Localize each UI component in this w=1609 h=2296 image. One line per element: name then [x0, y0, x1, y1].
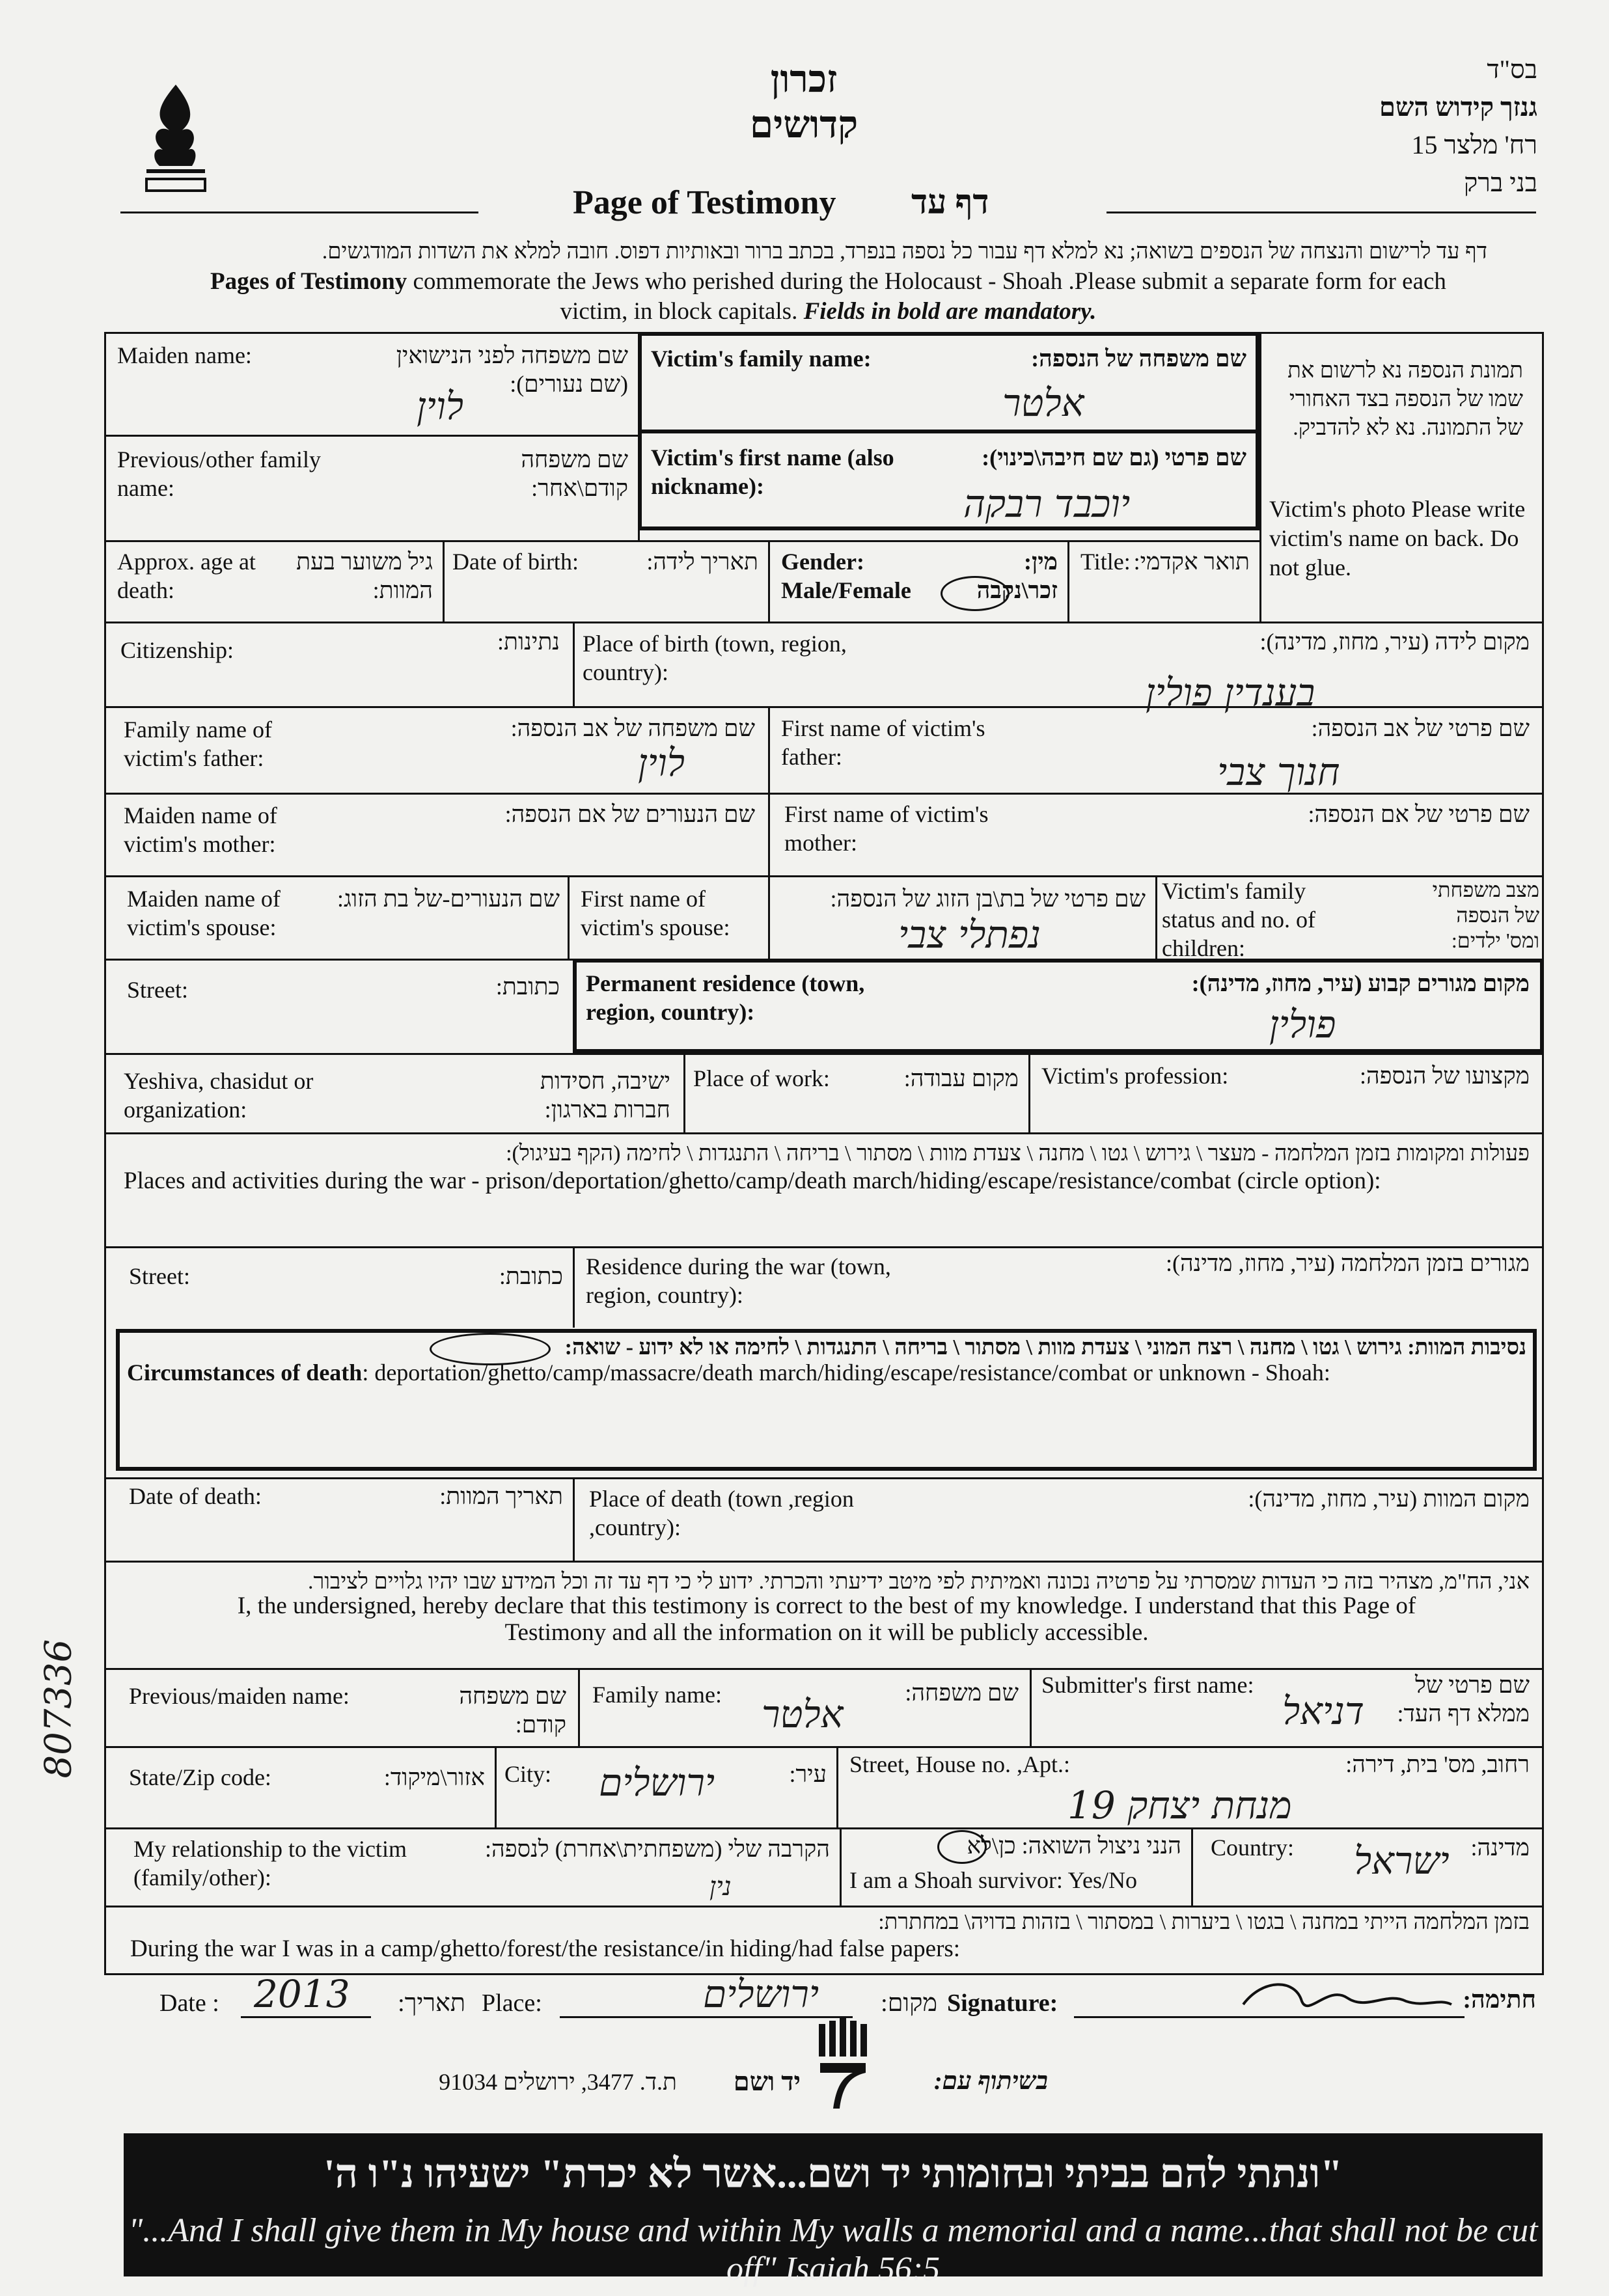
- divider: [768, 540, 770, 622]
- work-label-he: מקום עבודה:: [903, 1065, 1019, 1091]
- submitter-first-value[interactable]: דניאל: [1282, 1689, 1364, 1733]
- submitter-prev-label-he: שם משפחה קודם:: [459, 1683, 566, 1738]
- spouse-first-value[interactable]: נפתלי צבי: [898, 912, 1041, 957]
- divider: [573, 1477, 575, 1561]
- previous-name-label: Previous/other family name:: [117, 446, 321, 501]
- family-status-label: Victim's family status and no. of children:: [1162, 878, 1315, 961]
- age-label: Approx. age at death:: [117, 549, 256, 603]
- residence-label-he: מקום מגורים קבוע (עיר, מחוז, מדינה):: [1191, 970, 1530, 996]
- country-value[interactable]: ישראל: [1354, 1838, 1450, 1883]
- intro-text: victim, in block capitals.: [560, 298, 804, 325]
- divider: [104, 1906, 1544, 1907]
- date-label-he: תאריך:: [398, 1989, 465, 2017]
- place-label-he: מקום:: [881, 1989, 937, 2017]
- address-label: ת.ד. 3477, ירושלים 91034: [439, 2069, 677, 2095]
- date-label: Date :: [159, 1989, 219, 2017]
- zip-label: State/Zip code:: [129, 1764, 271, 1790]
- place-line: [560, 2016, 853, 2018]
- intro-hebrew: דף עד לרישום והנצחה של הנספים בשואה; נא למלא דף עבור כל נספה בנפרד, בכתב ברור ובאותיות דפוס. חובה למלא את השדות המודגשים.: [322, 239, 1487, 264]
- submitter-family-value[interactable]: אלטר: [762, 1692, 844, 1736]
- divider: [840, 1827, 842, 1906]
- title-label: Title:: [1080, 549, 1131, 575]
- divider: [1259, 332, 1261, 622]
- city-label-he: עיר:: [789, 1761, 827, 1787]
- submitter-prev-label: Previous/maiden name:: [129, 1683, 350, 1709]
- gender-female-circle: [941, 576, 1010, 611]
- country-label: Country:: [1211, 1835, 1295, 1861]
- city-value[interactable]: ירושלים: [599, 1760, 715, 1805]
- divider: [104, 435, 639, 437]
- divider: [1067, 540, 1069, 622]
- relation-label: My relationship to the victim (family/other):: [133, 1836, 407, 1891]
- father-first-label: First name of victim's father:: [781, 715, 985, 770]
- father-family-label: Family name of victim's father:: [124, 717, 272, 771]
- date-line: [241, 2016, 371, 2018]
- divider: [568, 875, 570, 959]
- city-label: City:: [504, 1761, 552, 1787]
- street-label: Street:: [127, 977, 188, 1003]
- war-residence-label: Residence during the war (town, region, country):: [586, 1253, 891, 1308]
- declaration-en-line: I, the undersigned, hereby declare that this testimony is correct to the best of my knowledge. I understand that this Page of: [237, 1592, 1416, 1619]
- place-death-label-he: מקום המוות (עיר, מחוז, מדינה):: [1248, 1486, 1530, 1512]
- street-addr-label-he: רחוב, מס' בית, דירה:: [1345, 1751, 1530, 1777]
- family-name-label-he: שם משפחה של הנספה:: [1031, 346, 1246, 372]
- photo-instructions-he: תמונת הנספה נא לרשום את שמו של הנספה בצד האחורי של התמונה. נא לא להדביק.: [1287, 359, 1523, 441]
- intro-mandatory: Fields in bold are mandatory.: [803, 298, 1097, 325]
- banner-english: "...And I shall give them in My house and within My walls a memorial and a name...that shall not be cut off" Isaiah 56:5: [128, 2212, 1538, 2288]
- divider: [573, 622, 575, 706]
- war-residence-label-he: מגורים בזמן המלחמה (עיר, מחוז, מדינה):: [1165, 1250, 1530, 1276]
- divider: [104, 540, 1261, 542]
- maiden-name-value[interactable]: לוין: [417, 384, 463, 428]
- signature-scribble-icon[interactable]: [1237, 1972, 1458, 2024]
- first-name-label: Victim's first name (also nickname):: [651, 444, 894, 499]
- survivor-label-he[interactable]: הנני ניצול השואה: כן\לא: [967, 1833, 1181, 1859]
- street-addr-label: Street, House no. ,Apt.:: [849, 1751, 1070, 1777]
- maiden-name-label-he: שם משפחה לפני הנישואין (שם נעורים):: [396, 342, 628, 397]
- divider: [1028, 1053, 1030, 1132]
- intro-english: [120, 267, 1536, 327]
- spouse-maiden-label-he: שם הנעורים-של בת הזוג:: [337, 886, 560, 912]
- yeshiva-label-he: ישיבה, חסידות חברות בארגון:: [540, 1068, 670, 1123]
- death-circ-he: נסיבות המוות: גירוש \ גטו \ מחנה \ רצח המוני \ צעדת מוות \ מסתור \ בריחה \ התנגדות \ לחימה או לא ידוע - שואה:: [564, 1335, 1526, 1360]
- war-places-en: Places and activities during the war - prison/deportation/ghetto/camp/death march/hiding/escape/resistance/combat (circle option):: [124, 1168, 1381, 1194]
- previous-name-label-he: שם משפחה קודם\אחר:: [521, 446, 628, 501]
- divider: [836, 1746, 838, 1827]
- death-circ-en: [127, 1359, 1533, 1387]
- page-title-he: דף עד: [911, 184, 989, 221]
- header-line: גנזך קידוש השם: [1379, 92, 1537, 122]
- quote-banner: [124, 2133, 1543, 2288]
- intro-text: commemorate the Jews who perished during the Holocaust - Shoah .Please submit a separate form for each: [407, 268, 1446, 295]
- survivor-no-circle: [937, 1830, 987, 1864]
- yad-vashem-logo-icon: [814, 2017, 872, 2115]
- place-death-label: Place of death (town ,region ,country):: [589, 1486, 854, 1540]
- age-label-he: גיל משוער בעת המוות:: [296, 549, 433, 603]
- banner-hebrew: "ונתתי להם בביתי ובחומותי יד ושם...אשר לא יכרת" ישעיהו נ"ו ה': [323, 2152, 1343, 2196]
- family-name-label: Victim's family name:: [651, 346, 872, 372]
- yad-vashem-label: יד ושם: [733, 2067, 801, 2096]
- father-first-label-he: שם פרטי של אב הנספה:: [1311, 715, 1530, 741]
- header-line: בני ברק: [1463, 168, 1537, 197]
- citizenship-label-he: נתינות:: [497, 629, 560, 655]
- country-label-he: מדינה:: [1470, 1835, 1530, 1861]
- signature-label: Signature:: [947, 1989, 1058, 2017]
- profession-label: Victim's profession:: [1041, 1063, 1229, 1089]
- divider: [104, 1827, 1544, 1829]
- title-label-he: תואר אקדמי:: [1133, 549, 1250, 575]
- yeshiva-label: Yeshiva, chasidut or organization:: [124, 1068, 314, 1123]
- date-death-label: Date of death:: [129, 1483, 262, 1509]
- submitter-family-label: Family name:: [592, 1682, 722, 1708]
- relation-value[interactable]: נין: [709, 1872, 732, 1902]
- divider: [683, 1053, 685, 1132]
- divider: [104, 1561, 1544, 1563]
- birthplace-label-he: מקום לידה (עיר, מחוז, מדינה):: [1259, 629, 1530, 655]
- title-kedoshim: קדושים: [749, 103, 859, 146]
- submitter-war-en: During the war I was in a camp/ghetto/forest/the resistance/in hiding/had false papers:: [130, 1935, 961, 1962]
- street-addr-value[interactable]: מנחת יצחק 19: [1067, 1783, 1292, 1827]
- gender-label: Gender: Male/Female: [781, 549, 911, 603]
- publisher-block: [1277, 51, 1537, 202]
- family-status-label-he: מצב משפחתי של הנספה ומס' ילדים:: [1432, 878, 1539, 953]
- mother-first-label: First name of victim's mother:: [784, 801, 989, 856]
- divider: [573, 1246, 575, 1328]
- place-value[interactable]: ירושלים: [703, 1972, 819, 2016]
- intro-bold: Pages of Testimony: [210, 268, 407, 295]
- divider: [104, 1746, 1544, 1748]
- place-label: Place:: [482, 1989, 542, 2017]
- page-title-en: Page of Testimony: [573, 184, 836, 221]
- divider: [104, 622, 1544, 623]
- relation-label-he: הקרבה שלי (משפחתית\אחרת) לנספה:: [485, 1836, 830, 1862]
- war-street-label-he: כתובת:: [499, 1263, 563, 1289]
- dob-label: Date of birth:: [452, 549, 579, 575]
- work-label: Place of work:: [693, 1065, 830, 1091]
- family-name-value[interactable]: אלטר: [1002, 381, 1084, 425]
- submitter-first-label-he: שם פרטי של ממלא דף העד:: [1397, 1672, 1530, 1727]
- date-value[interactable]: 2013: [254, 1972, 350, 2016]
- divider: [638, 430, 1259, 433]
- divider: [104, 706, 1544, 708]
- citizenship-label: Citizenship:: [120, 637, 234, 663]
- mother-maiden-label-he: שם הנעורים של אם הנספה:: [504, 801, 755, 827]
- header-line: בס"ד: [1487, 55, 1537, 84]
- submitter-first-label: Submitter's first name:: [1041, 1672, 1254, 1698]
- war-street-label: Street:: [129, 1263, 190, 1289]
- divider: [1107, 212, 1536, 213]
- declaration-en: [117, 1593, 1536, 1646]
- gender-label-he[interactable]: מין: זכר\נקבה: [976, 549, 1058, 603]
- residence-label: Permanent residence (town, region, country):: [586, 970, 865, 1025]
- birthplace-label: Place of birth (town, region, country):: [583, 631, 847, 685]
- submitter-war-he: בזמן המלחמה הייתי במחנה \ בגטו \ ביערות \ במסתור \ בזהות בדויה\ במחתרת:: [878, 1910, 1530, 1934]
- father-family-label-he: שם משפחה של אב הנספה:: [510, 715, 755, 741]
- submitter-family-label-he: שם משפחה:: [905, 1680, 1019, 1706]
- zip-label-he: אזור\מיקוד:: [383, 1764, 485, 1790]
- divider: [104, 1053, 1544, 1055]
- margin-number: 807336: [37, 1639, 80, 1779]
- divider: [104, 1668, 1544, 1670]
- divider: [1191, 1827, 1193, 1906]
- mother-maiden-label: Maiden name of victim's mother:: [124, 802, 277, 857]
- divider: [104, 1246, 1544, 1248]
- divider: [578, 1668, 580, 1746]
- divider: [1030, 1668, 1032, 1746]
- father-first-value[interactable]: חנוך צבי: [1217, 750, 1340, 794]
- street-label-he: כתובת:: [495, 974, 560, 1000]
- first-name-label-he: שם פרטי (גם שם חיבה\כינוי):: [982, 444, 1246, 471]
- dob-label-he: תאריך לידה:: [646, 549, 758, 575]
- header-line: רח' מלצר 15: [1411, 130, 1537, 159]
- first-name-value[interactable]: יוכבד רבקה: [963, 482, 1131, 526]
- divider: [443, 540, 445, 622]
- birthplace-value[interactable]: בענדין פולין: [1146, 670, 1315, 715]
- divider: [120, 212, 478, 213]
- photo-instructions-en: Victim's photo Please write victim's name on back. Do not glue.: [1269, 496, 1526, 581]
- divider: [104, 1132, 1544, 1134]
- spouse-maiden-label: Maiden name of victim's spouse:: [127, 886, 281, 940]
- divider: [495, 1746, 497, 1827]
- title-zikaron: זכרון: [770, 58, 838, 100]
- spouse-first-label-he: שם פרטי של בת\בן הזוג של הנספה:: [830, 886, 1146, 912]
- death-circ-en-text: : deportation/ghetto/camp/massacre/death march/hiding/escape/resistance/combat or unknown - Shoah:: [362, 1360, 1330, 1386]
- survivor-label: I am a Shoah survivor: Yes/No: [849, 1867, 1137, 1893]
- date-death-label-he: תאריך המוות:: [439, 1483, 563, 1509]
- mother-first-label-he: שם פרטי של אם הנספה:: [1308, 801, 1530, 827]
- father-family-value[interactable]: לוין: [638, 741, 685, 785]
- divider: [104, 1477, 1544, 1479]
- profession-label-he: מקצועו של הנספה:: [1359, 1063, 1530, 1089]
- flame-logo-icon: [133, 78, 218, 195]
- war-places-he: פעולות ומקומות בזמן המלחמה - מעצר \ גירוש \ גטו \ מחנה \ צעדת מוות \ מסתור \ בריחה \ התנגדות \ לחימה (הקף בעיגול):: [506, 1141, 1530, 1166]
- residence-value[interactable]: פולין: [1269, 1002, 1336, 1046]
- cooperation-label: בשיתוף עם:: [933, 2068, 1048, 2095]
- declaration-en-line: Testimony and all the information on it will be publicly accessible.: [504, 1619, 1149, 1646]
- maiden-name-label: Maiden name:: [117, 342, 252, 368]
- margin-number-wrap: [26, 1639, 85, 1779]
- declaration-he: אני, הח"מ, מצהיר בזה כי העדות שמסרתי על פרטיה נכונה ואמיתית לפי מיטב ידיעתי והכרתי. ידוע לי כי דף עד זה וכל המידע שבו יהיו גלויים לציבור.: [308, 1570, 1530, 1594]
- signature-label-he: חתימה:: [1463, 1986, 1536, 2014]
- divider: [1155, 875, 1157, 959]
- death-circ-en-bold: Circumstances of death: [127, 1360, 363, 1386]
- spouse-first-label: First name of victim's spouse:: [581, 886, 730, 940]
